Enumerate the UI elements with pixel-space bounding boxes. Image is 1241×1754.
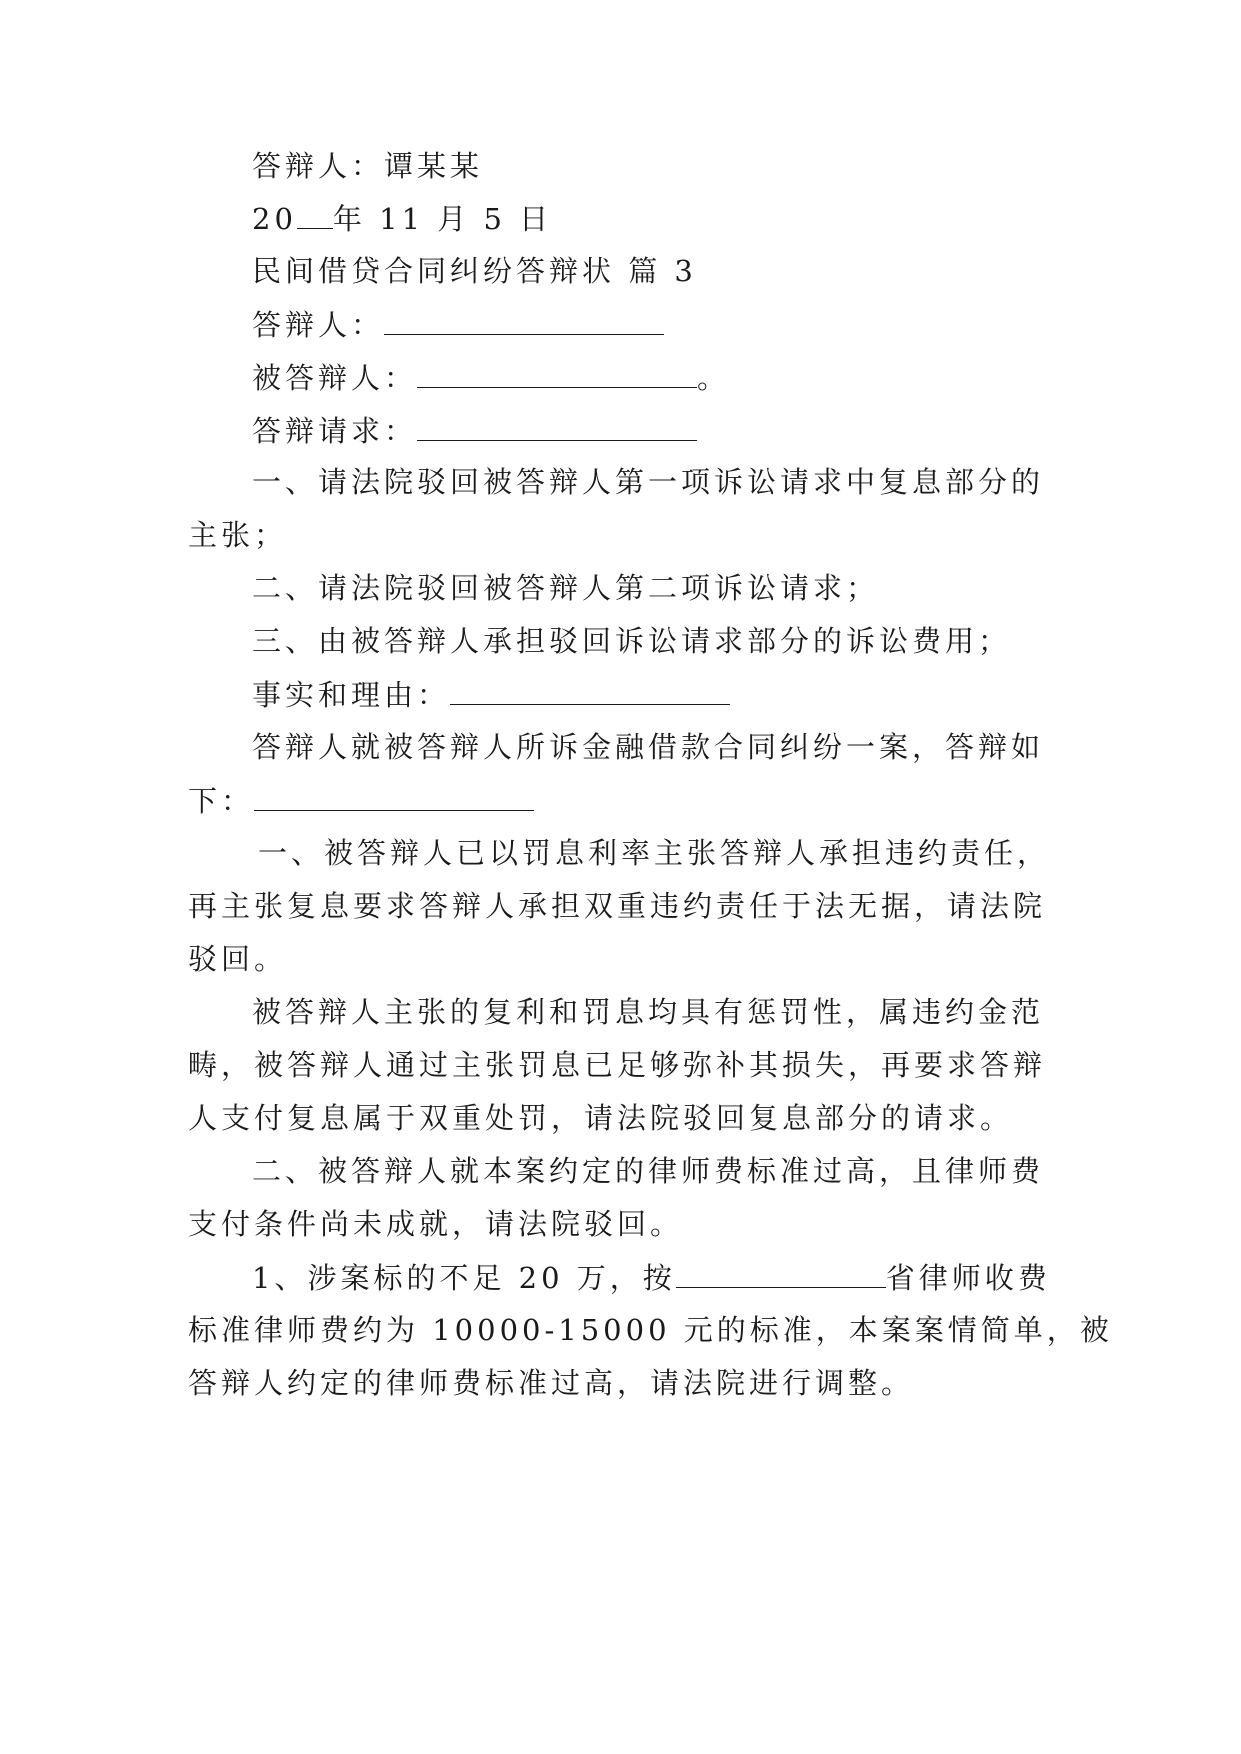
p2-text-1: 被答辩人主张的复利和罚息均具有惩罚性，属违约金范 xyxy=(252,995,1045,1029)
date-prefix: 20 xyxy=(252,202,297,236)
respondent-line xyxy=(252,304,1132,344)
p2-text-2: 畴，被答辩人通过主张罚息已足够弥补其损失，再要求答辩 xyxy=(188,1048,1047,1082)
p3-text-2: 支付条件尚未成就，请法院驳回。 xyxy=(188,1207,684,1241)
p3-text-1: 二、被答辩人就本案约定的律师费标准过高，且律师费 xyxy=(252,1154,1045,1188)
signer-line xyxy=(252,146,1132,186)
intro-line-1 xyxy=(252,727,1132,767)
respondent-label: 答辩人： xyxy=(252,308,385,342)
p4-text-3: 答辩人约定的律师费标准过高，请法院进行调整。 xyxy=(188,1366,915,1400)
req3-text: 三、由被答辩人承担驳回诉讼请求部分的诉讼费用； xyxy=(252,624,1012,658)
p1-text-3: 驳回。 xyxy=(188,942,288,976)
p3-line-1 xyxy=(252,1151,1132,1191)
req1-line-2 xyxy=(188,515,1068,555)
req2-text: 二、请法院驳回被答辩人第二项诉讼请求； xyxy=(252,571,880,605)
request-line xyxy=(252,410,1132,450)
intro-blank xyxy=(254,780,534,811)
appellee-label: 被答辩人： xyxy=(252,361,418,395)
date-suffix: 年 11 月 5 日 xyxy=(332,202,553,236)
p3-line-2 xyxy=(188,1204,1068,1244)
request-blank xyxy=(417,410,697,441)
appellee-tail: 。 xyxy=(697,361,731,395)
signer-text: 答辩人：谭某某 xyxy=(252,149,484,183)
request-label: 答辩请求： xyxy=(252,414,418,448)
p4-blank xyxy=(676,1257,886,1288)
facts-blank xyxy=(450,674,730,705)
p1-text-1: 一、被答辩人已以罚息利率主张答辩人承担违约责任， xyxy=(258,836,1051,870)
req1-text-2: 主张； xyxy=(188,518,288,552)
p4-text-2: 标准律师费约为 10000-15000 元的标准，本案案情简单，被 xyxy=(188,1313,1113,1347)
req1-text-1: 一、请法院驳回被答辩人第一项诉讼请求中复息部分的 xyxy=(252,465,1045,499)
p4-text-1a: 1、涉案标的不足 20 万，按 xyxy=(252,1261,676,1295)
p1-text-2: 再主张复息要求答辩人承担双重违约责任于法无据，请法院 xyxy=(188,889,1047,923)
p2-line-3 xyxy=(188,1098,1068,1138)
section-title xyxy=(252,251,1132,291)
p1-line-2 xyxy=(188,886,1068,926)
appellee-blank xyxy=(417,357,697,388)
p1-line-1 xyxy=(258,833,1138,873)
facts-line xyxy=(252,674,1132,714)
p4-text-1b: 省律师收费 xyxy=(885,1261,1051,1295)
intro-line-2 xyxy=(188,780,1068,820)
p1-line-3 xyxy=(188,939,1068,979)
intro-text-1: 答辩人就被答辩人所诉金融借款合同纠纷一案，答辩如 xyxy=(252,730,1045,764)
req2-line xyxy=(252,568,1132,608)
p2-line-1 xyxy=(252,992,1132,1032)
req3-line xyxy=(252,621,1132,661)
p2-line-2 xyxy=(188,1045,1068,1085)
section-title-text: 民间借贷合同纠纷答辩状 篇 3 xyxy=(252,254,697,288)
req1-line-1 xyxy=(252,462,1132,502)
p4-line-3 xyxy=(188,1363,1068,1403)
date-blank xyxy=(297,198,333,229)
date-line xyxy=(252,198,1132,238)
intro-text-2: 下： xyxy=(188,784,255,818)
respondent-blank xyxy=(384,304,664,335)
p2-text-3: 人支付复息属于双重处罚，请法院驳回复息部分的请求。 xyxy=(188,1101,1014,1135)
p4-line-1 xyxy=(252,1257,1132,1297)
facts-label: 事实和理由： xyxy=(252,678,451,712)
p4-line-2 xyxy=(188,1310,1113,1350)
appellee-line xyxy=(252,357,1132,397)
